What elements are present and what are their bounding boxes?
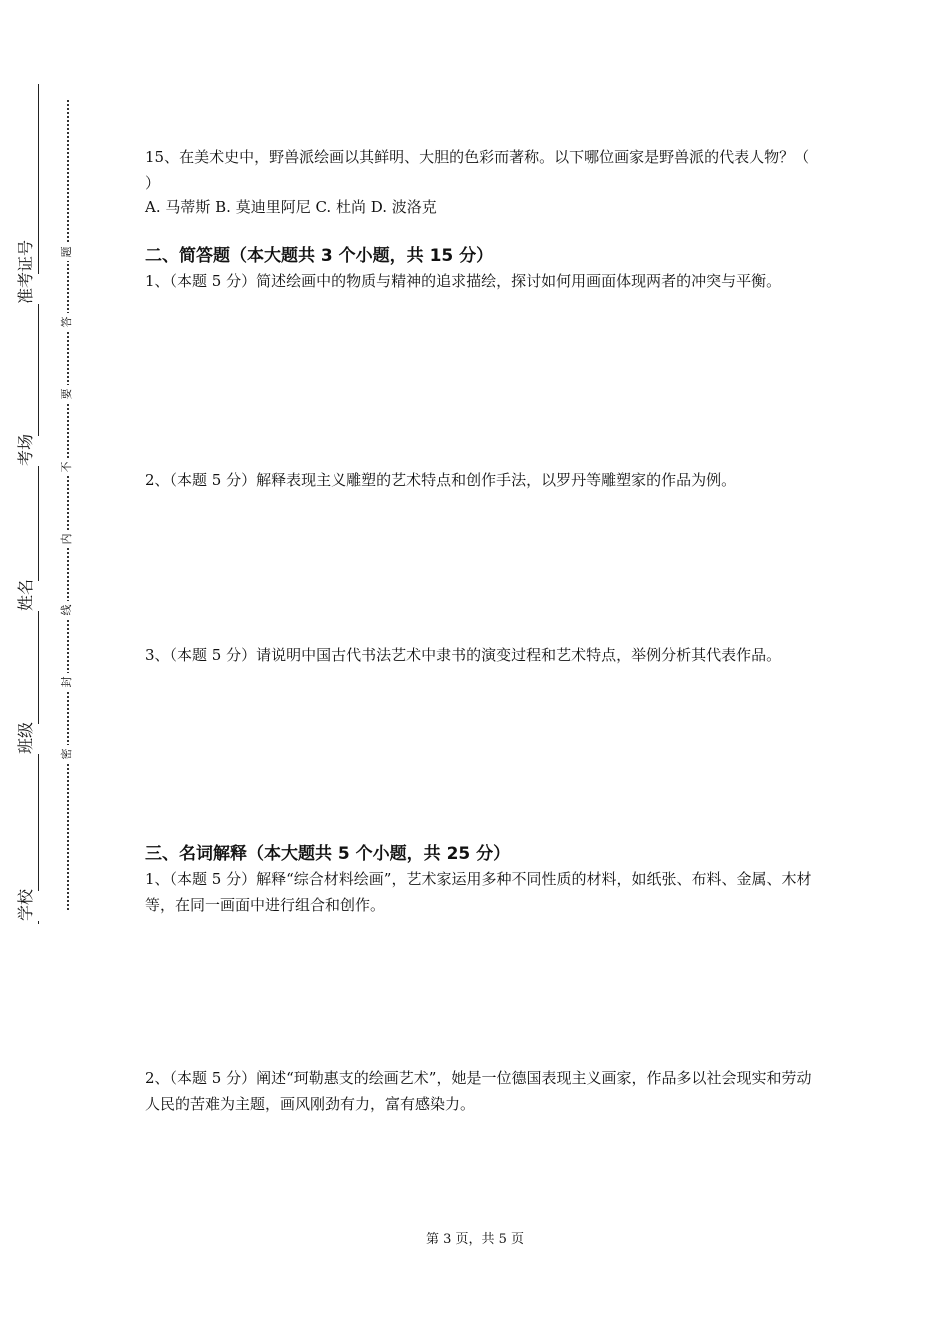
section-3-question-2: 2、（本题 5 分）阐述“珂勒惠支的绘画艺术”，她是一位德国表现主义画家，作品多以社会现实和劳动人民的苦难为主题，画风刚劲有力，富有感染力。 xyxy=(145,1069,812,1113)
section-2-heading: 二、简答题（本大题共 3 个小题，共 15 分） xyxy=(145,246,494,266)
page-footer: 第 3 页，共 5 页 xyxy=(425,1232,525,1247)
student-name-label: 姓名 xyxy=(11,581,65,611)
exam-room-label: 考场 xyxy=(11,436,65,466)
section-3-question-1: 1、（本题 5 分）解释“综合材料绘画”，艺术家运用多种不同性质的材料，如纸张、布料、金属、木材等，在同一画面中进行组合和创作。 xyxy=(145,870,812,914)
question-15-text: 15、在美术史中，野兽派绘画以其鲜明、大胆的色彩而著称。以下哪位画家是野兽派的代表人物？（ ） xyxy=(145,148,810,192)
section-3-heading: 三、名词解释（本大题共 5 个小题，共 25 分） xyxy=(145,844,511,864)
seal-char: 题 xyxy=(58,243,76,261)
binding-solid-line xyxy=(38,84,39,924)
seal-char: 要 xyxy=(58,385,76,403)
seal-char: 不 xyxy=(58,458,76,476)
seal-dotted-line xyxy=(67,100,69,910)
binding-margin xyxy=(0,0,100,1344)
seal-char: 线 xyxy=(58,601,76,619)
section-2-question-3: 3、（本题 5 分）请说明中国古代书法艺术中隶书的演变过程和艺术特点，举例分析其代表作品。 xyxy=(145,646,782,664)
question-15-options: A. 马蒂斯 B. 莫迪里阿尼 C. 杜尚 D. 波洛克 xyxy=(145,198,437,216)
exam-number-label: 准考证号 xyxy=(11,274,65,304)
seal-char: 封 xyxy=(58,673,76,691)
section-2-question-1: 1、（本题 5 分）简述绘画中的物质与精神的追求描绘，探讨如何用画面体现两者的冲突与平衡。 xyxy=(145,272,782,290)
seal-char: 答 xyxy=(58,313,76,331)
seal-char: 密 xyxy=(58,745,76,763)
class-label: 班级 xyxy=(11,724,65,754)
seal-char: 内 xyxy=(58,530,76,548)
section-2-question-2: 2、（本题 5 分）解释表现主义雕塑的艺术特点和创作手法，以罗丹等雕塑家的作品为例。 xyxy=(145,471,737,489)
school-label: 学校 xyxy=(11,891,65,921)
